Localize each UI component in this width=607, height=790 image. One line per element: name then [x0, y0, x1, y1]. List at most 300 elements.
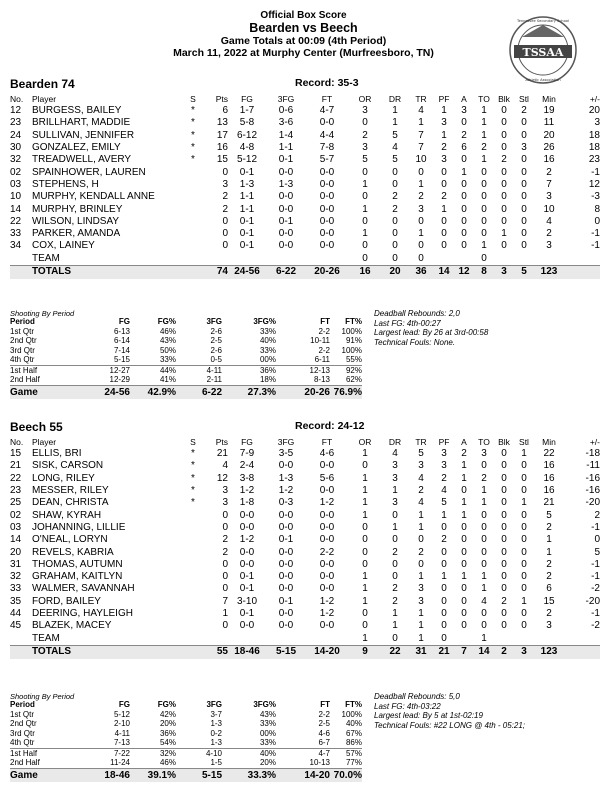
stat-starter [182, 509, 204, 521]
stat-assists: 1 [461, 472, 467, 484]
stat-tot-reb: 0 [418, 558, 424, 570]
stat-assists: 0 [461, 240, 467, 252]
half-cell: 4-10 [176, 748, 222, 758]
stat-def-reb: 0 [392, 571, 398, 583]
box-score-table [10, 93, 600, 279]
stat-minutes: 4 [546, 215, 552, 227]
player-row [10, 608, 600, 620]
stat-fouls: 1 [441, 105, 447, 117]
stat-blocks: 0 [501, 485, 507, 497]
stat-player: TEAM [32, 632, 60, 644]
half-cell: 57% [330, 748, 362, 758]
stat-fg: 1-1 [239, 203, 255, 215]
period-cell: 1st Qtr [10, 326, 35, 336]
half-cell: 1st Half [10, 365, 68, 375]
half-cell: 92% [330, 365, 362, 375]
stat-tot-reb: 4 [418, 472, 424, 484]
player-row [10, 179, 600, 191]
stat-player: THOMAS, AUTUMN [32, 558, 123, 570]
stat-steals: 0 [521, 460, 527, 472]
game-cell: 14-20 [276, 768, 330, 782]
stat-def-reb: 4 [392, 142, 398, 154]
col-header-starter: S [190, 94, 196, 104]
stat-plus-minus: -1 [591, 521, 600, 533]
stat-blocks: 0 [501, 191, 507, 203]
stat-plus-minus: 5 [594, 546, 600, 558]
stat-steals: 0 [521, 228, 527, 240]
stat-off-reb: 1 [362, 178, 368, 190]
stat-starter [182, 571, 204, 583]
stat-tot-reb: 1 [418, 521, 424, 533]
stat-turnovers: 1 [481, 154, 487, 166]
stat-ft: 0-0 [319, 240, 335, 252]
player-row [10, 583, 600, 595]
matchup-title: Bearden vs Beech [249, 21, 358, 35]
stat-plus-minus: -20 [585, 595, 600, 607]
stat-blocks: 0 [501, 129, 507, 141]
shooting-by-period-table [10, 700, 362, 782]
col-header-fouls: PF [438, 437, 450, 447]
col-header-tot-reb: TR [415, 94, 427, 104]
period-cell: 100% [341, 709, 362, 719]
stat-ft: 0-0 [319, 166, 335, 178]
stat-def-reb: 2 [392, 203, 398, 215]
period-cell: 43% [259, 709, 276, 719]
stat-turnovers: 1 [481, 497, 487, 509]
stat-tot-reb: 0 [418, 166, 424, 178]
period-cell: 50% [159, 345, 176, 355]
stat-points: 17 [216, 129, 228, 141]
period-cell: 54% [159, 738, 176, 748]
stat-def-reb: 0 [392, 166, 398, 178]
stat-plus-minus [564, 253, 600, 266]
total-ft: 20-26 [306, 265, 348, 279]
period-cell: 1-3 [210, 738, 222, 748]
stat-plus-minus: 20 [588, 105, 600, 117]
stat-plus-minus: -18 [585, 448, 600, 460]
period-cell: 86% [345, 738, 362, 748]
stat-fg: 6-12 [236, 129, 257, 141]
player-row [10, 142, 600, 154]
stat-off-reb: 1 [362, 595, 368, 607]
player-row [10, 448, 600, 460]
stat-turnovers: 1 [481, 240, 487, 252]
stat-def-reb: 1 [392, 117, 398, 129]
stat-jersey: 44 [10, 608, 22, 619]
stat-blocks: 0 [501, 571, 507, 583]
period-cell: 100% [341, 326, 362, 336]
period-cell: 40% [345, 719, 362, 729]
total-plus-minus [564, 265, 600, 279]
stat-plus-minus: 12 [588, 178, 600, 190]
stat-assists: 0 [461, 191, 467, 203]
stat-fg: 0-0 [239, 509, 255, 521]
stat-starter [182, 216, 204, 228]
period-cell: 00% [259, 728, 276, 738]
period-header-row [10, 317, 362, 327]
stat-fg: 0-1 [239, 228, 255, 240]
period-cell: 2nd Qtr [10, 719, 37, 729]
stat-plus-minus: -2 [591, 620, 600, 632]
col-header-three-fg: 3FG [277, 94, 295, 104]
stat-player: REVELS, KABRIA [32, 546, 114, 558]
stat-blocks [494, 632, 514, 645]
stat-turnovers: 1 [481, 583, 487, 595]
stat-minutes: 22 [543, 448, 555, 460]
stat-fouls: 0 [441, 240, 447, 252]
total-ft: 14-20 [306, 645, 348, 659]
team-name: Bearden 74 [10, 77, 75, 91]
stat-assists: 0 [461, 228, 467, 240]
stat-steals [514, 632, 534, 645]
player-row [10, 522, 600, 534]
stat-steals: 0 [521, 534, 527, 546]
stat-steals: 0 [521, 583, 527, 595]
stat-fouls: 0 [441, 228, 447, 240]
stat-tot-reb: 1 [418, 509, 424, 521]
stat-player: COX, LAINEY [32, 240, 95, 252]
stat-fouls: 1 [441, 203, 447, 215]
stat-points: 4 [222, 460, 228, 472]
stat-player: GRAHAM, KAITLYN [32, 571, 123, 583]
stat-blocks: 0 [501, 509, 507, 521]
stat-off-reb: 1 [362, 472, 368, 484]
stat-turnovers: 1 [481, 571, 487, 583]
stat-player: LONG, RILEY [32, 472, 95, 484]
player-row [10, 240, 600, 252]
stat-def-reb: 1 [392, 485, 398, 497]
date-location-line: March 11, 2022 at Murphy Center (Murfreesboro, TN) [173, 47, 434, 59]
period-col-header: FG% [157, 700, 176, 710]
stat-off-reb: 0 [362, 558, 368, 570]
stat-assists: 0 [461, 485, 467, 497]
stat-ft: 1-2 [319, 595, 335, 607]
game-cell: 6-22 [176, 385, 222, 399]
stat-jersey: 32 [10, 571, 22, 583]
total-starter [182, 645, 204, 659]
stat-minutes: 26 [543, 142, 555, 154]
stat-player: STEPHENS, H [32, 178, 99, 190]
stat-player: GONZALEZ, EMILY [32, 142, 121, 154]
stat-jersey: 24 [10, 129, 22, 141]
stat-turnovers: 4 [481, 595, 487, 607]
stat-assists [454, 253, 474, 266]
stat-fouls: 0 [441, 215, 447, 227]
half-row [10, 758, 362, 768]
stat-player: SHAW, KYRAH [32, 509, 102, 521]
stat-fg: 0-0 [239, 558, 255, 570]
stat-minutes: 3 [546, 620, 552, 632]
stat-tot-reb: 1 [418, 117, 424, 129]
stat-steals: 3 [521, 142, 527, 154]
stat-three-fg: 0-1 [278, 534, 294, 546]
stat-fouls: 3 [441, 154, 447, 166]
stat-tot-reb: 4 [418, 497, 424, 509]
stat-assists: 0 [461, 620, 467, 632]
stat-off-reb: 2 [362, 129, 368, 141]
stat-ft: 0-0 [319, 558, 335, 570]
stat-ft: 0-0 [319, 228, 335, 240]
stat-player: PARKER, AMANDA [32, 228, 121, 240]
stat-fouls: 3 [441, 460, 447, 472]
period-cell: 2-5 [318, 719, 330, 729]
stat-assists: 1 [461, 460, 467, 472]
game-cell: 27.3% [222, 385, 276, 399]
stat-starter [182, 166, 204, 178]
stat-steals: 1 [521, 497, 527, 509]
period-col-header: FG [118, 317, 130, 327]
stat-plus-minus: -1 [591, 228, 600, 240]
stat-fouls: 0 [441, 521, 447, 533]
stat-blocks: 0 [501, 105, 507, 117]
stat-fouls: 3 [441, 448, 447, 460]
period-cell: 1-3 [210, 719, 222, 729]
game-note: Largest lead: By 5 at 1st-02:19 [374, 711, 483, 721]
stat-three-fg: 0-0 [278, 583, 294, 595]
period-cell: 67% [345, 728, 362, 738]
stat-ft: 4-7 [319, 105, 335, 117]
stat-player: SPAINHOWER, LAUREN [32, 166, 146, 178]
stat-fouls: 1 [441, 571, 447, 583]
stat-minutes: 7 [546, 178, 552, 190]
half-cell: 40% [222, 748, 276, 758]
stat-steals: 0 [521, 472, 527, 484]
stat-jersey: 03 [10, 521, 22, 533]
stat-three-fg: 0-0 [278, 203, 294, 215]
game-cell: 33.3% [222, 768, 276, 782]
stat-points: 7 [222, 595, 228, 607]
col-header-minutes: Min [542, 437, 556, 447]
total-tot-reb: 36 [408, 265, 434, 279]
stat-off-reb: 0 [362, 252, 368, 264]
stat-fg: 1-7 [239, 105, 255, 117]
col-header-ft: FT [321, 437, 333, 447]
stat-fg: 3-10 [236, 595, 257, 607]
half-cell: 10-13 [309, 758, 330, 768]
stat-jersey: 21 [10, 460, 22, 472]
stat-ft: 7-8 [319, 142, 335, 154]
stat-three-fg: 0-0 [278, 571, 294, 583]
stat-steals: 0 [521, 203, 527, 215]
half-row [10, 365, 362, 375]
period-cell: 5-12 [113, 709, 130, 719]
total-fg: 24-56 [228, 265, 266, 279]
stat-assists: 0 [461, 546, 467, 558]
player-row [10, 632, 600, 645]
stat-ft: 5-6 [319, 472, 335, 484]
stat-def-reb: 4 [392, 448, 398, 460]
period-cell: 6-13 [113, 326, 130, 336]
stat-steals: 0 [521, 620, 527, 632]
stat-jersey: 23 [10, 485, 22, 497]
stat-minutes: 2 [546, 228, 552, 240]
stat-three-fg [266, 632, 306, 645]
stat-turnovers: 3 [481, 448, 487, 460]
half-cell: 12-27 [68, 365, 130, 375]
stat-plus-minus: -1 [591, 166, 600, 178]
stat-steals: 0 [521, 117, 527, 129]
stat-tot-reb: 3 [418, 583, 424, 595]
stat-minutes: 20 [543, 129, 555, 141]
period-cell: 4th Qtr [10, 355, 35, 365]
stat-tot-reb: 3 [418, 203, 424, 215]
col-header-blocks: Blk [498, 437, 510, 447]
col-header-plus-minus: +/- [589, 437, 600, 447]
stat-three-fg: 0-0 [278, 546, 294, 558]
total-def-reb: 22 [382, 645, 408, 659]
stat-three-fg: 0-0 [278, 521, 294, 533]
stat-off-reb: 0 [362, 546, 368, 558]
stat-ft: 0-0 [319, 191, 335, 203]
stat-ft: 4-6 [319, 448, 335, 460]
stat-three-fg: 1-4 [278, 129, 294, 141]
shooting-by-period-title: Shooting By Period [10, 692, 75, 701]
stat-starter: * [191, 485, 195, 497]
player-row [10, 166, 600, 178]
stat-turnovers: 0 [481, 534, 487, 546]
stat-assists: 0 [461, 178, 467, 190]
stat-three-fg: 0-0 [278, 166, 294, 178]
stat-def-reb: 3 [392, 497, 398, 509]
stat-tot-reb: 3 [418, 460, 424, 472]
half-cell: 12-29 [109, 375, 130, 385]
stat-minutes: 2 [546, 166, 552, 178]
total-off-reb: 9 [348, 645, 382, 659]
stat-fg: 1-3 [239, 178, 255, 190]
stat-fouls: 3 [441, 117, 447, 129]
game-cell: 18-46 [68, 768, 130, 782]
stat-jersey: 02 [10, 509, 22, 521]
game-notes [374, 309, 488, 347]
stat-off-reb: 0 [362, 620, 368, 632]
stat-jersey: 30 [10, 142, 22, 154]
stat-player: TEAM [32, 252, 60, 264]
stat-tot-reb: 1 [418, 608, 424, 619]
stat-tot-reb: 5 [418, 448, 424, 460]
stat-points [204, 253, 228, 266]
stat-steals: 0 [521, 608, 527, 619]
stat-ft: 0-0 [319, 509, 335, 521]
stat-starter: * [191, 142, 195, 154]
stat-assists: 1 [461, 509, 467, 521]
stat-points: 0 [222, 509, 228, 521]
stat-off-reb: 0 [362, 166, 368, 178]
stat-jersey [10, 253, 32, 266]
half-cell: 18% [259, 375, 276, 385]
stat-plus-minus: 18 [588, 142, 600, 154]
period-col-header: FG% [157, 317, 176, 327]
stat-minutes [534, 253, 564, 266]
stat-starter [182, 632, 204, 645]
stat-assists: 1 [461, 166, 467, 178]
stat-turnovers: 0 [481, 558, 487, 570]
stat-starter [182, 253, 204, 266]
player-row [10, 105, 600, 117]
stat-points: 3 [222, 178, 228, 190]
stat-minutes: 1 [546, 534, 552, 546]
stat-player: MURPHY, KENDALL ANNE [32, 191, 155, 203]
stat-off-reb: 1 [362, 203, 368, 215]
stat-assists: 0 [461, 521, 467, 533]
stat-points: 0 [222, 215, 228, 227]
period-cell: 00% [259, 355, 276, 365]
stat-fg: 0-1 [239, 608, 255, 619]
stat-tot-reb: 1 [418, 228, 424, 240]
stat-def-reb: 3 [392, 460, 398, 472]
stat-turnovers: 0 [481, 228, 487, 240]
period-cell: 2nd Qtr [10, 336, 37, 346]
stat-turnovers: 0 [481, 521, 487, 533]
player-row [10, 497, 600, 509]
period-cell: 6-7 [318, 738, 330, 748]
stat-def-reb: 5 [392, 154, 398, 166]
stat-points: 0 [222, 228, 228, 240]
stat-tot-reb: 0 [418, 252, 424, 264]
stat-tot-reb: 1 [418, 571, 424, 583]
stat-jersey: 03 [10, 178, 22, 190]
period-cell: 3rd Qtr [10, 728, 35, 738]
total-jersey [10, 265, 32, 279]
stat-fg: 0-1 [239, 583, 255, 595]
half-cell: 36% [222, 365, 276, 375]
period-cell: 7-14 [113, 345, 130, 355]
stat-fouls: 1 [441, 509, 447, 521]
stat-fouls [434, 253, 454, 266]
stat-blocks: 0 [501, 521, 507, 533]
stat-jersey: 34 [10, 240, 22, 252]
stat-jersey [10, 632, 32, 645]
stat-off-reb: 0 [362, 240, 368, 252]
report-title: Official Box Score [260, 10, 347, 21]
stat-jersey: 15 [10, 448, 22, 460]
stat-plus-minus: -20 [585, 497, 600, 509]
stat-tot-reb: 2 [418, 485, 424, 497]
stat-steals: 0 [521, 129, 527, 141]
stat-jersey: 14 [10, 203, 22, 215]
stat-three-fg: 3-5 [278, 448, 294, 460]
stat-ft: 5-7 [319, 154, 335, 166]
period-cell: 5-15 [113, 355, 130, 365]
stat-minutes: 2 [546, 521, 552, 533]
stat-three-fg [266, 253, 306, 266]
stat-steals: 0 [521, 191, 527, 203]
period-cell: 2-2 [318, 709, 330, 719]
stat-turnovers: 1 [481, 129, 487, 141]
stat-assists: 1 [461, 497, 467, 509]
total-points: 74 [204, 265, 228, 279]
period-row [10, 346, 362, 356]
stat-turnovers: 1 [481, 632, 487, 644]
stat-jersey: 22 [10, 472, 22, 484]
col-header-def-reb: DR [388, 437, 402, 447]
stat-turnovers: 1 [481, 117, 487, 129]
stat-ft: 1-2 [319, 608, 335, 619]
stat-player: SISK, CARSON [32, 460, 104, 472]
half-cell: 32% [130, 748, 176, 758]
stat-minutes: 1 [546, 546, 552, 558]
total-steals: 3 [514, 645, 534, 659]
player-row [10, 534, 600, 546]
col-header-assists: A [461, 437, 467, 447]
total-plus-minus [564, 645, 600, 659]
stat-fouls: 0 [441, 583, 447, 595]
stat-steals: 2 [521, 105, 527, 117]
period-col-header: Period [10, 317, 35, 327]
period-row [10, 719, 362, 729]
stat-starter [182, 203, 204, 215]
stat-blocks: 0 [501, 497, 507, 509]
stat-jersey: 32 [10, 154, 22, 166]
